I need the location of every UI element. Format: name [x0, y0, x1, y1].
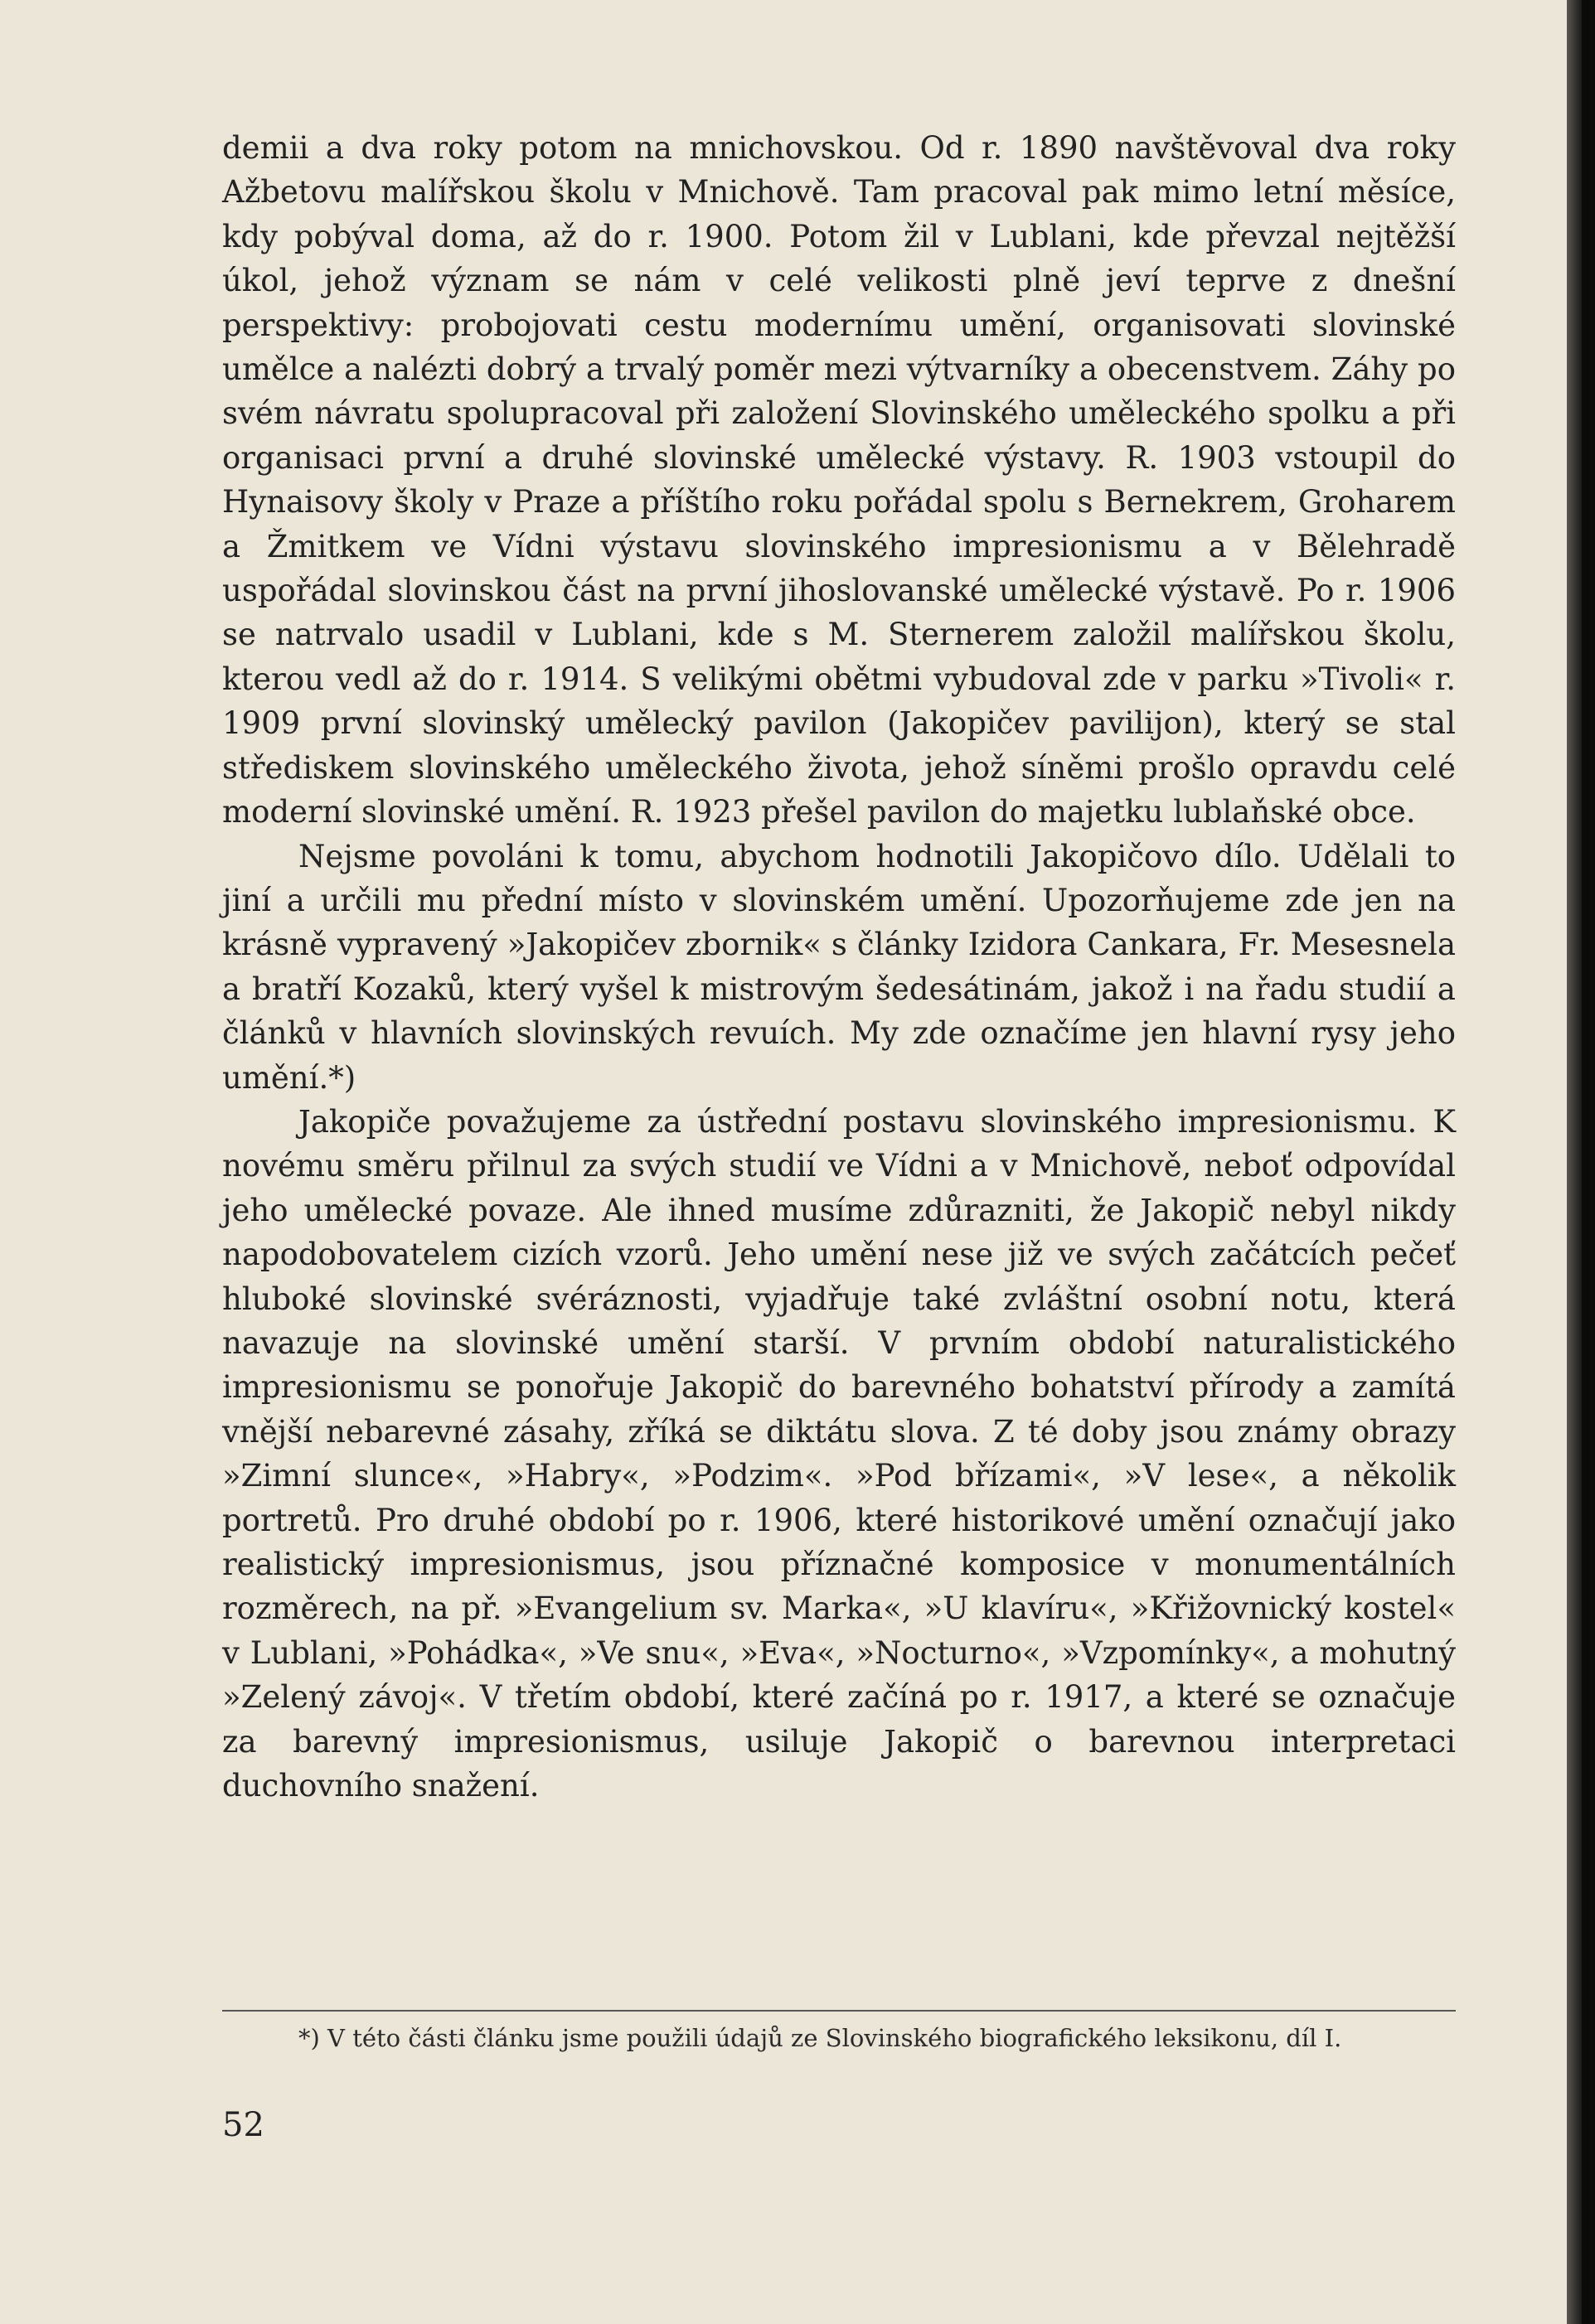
- paragraph-1: demii a dva roky potom na mnichovskou. Od r. 1890 navštěvoval dva roky Ažbetovu malířskou školu v Mnichově. Tam pracoval pak mimo letní měsíce, kdy pobýval doma, až do r. 1900. Potom žil v Lublani, kde převzal nejtěžší úkol, jehož význam se nám v celé velikosti plně jeví teprve z dnešní perspektivy: probojovati cestu modernímu umění, organisovati slovinské umělce a nalézti dobrý a trvalý poměr mezi výtvarníky a obecenstvem. Záhy po svém návratu spolupracoval při založení Slovinského uměleckého spolku a při organisaci první a druhé slovinské umělecké výstavy. R. 1903 vstoupil do Hynaisovy školy v Praze a příštího roku pořádal spolu s Bernekrem, Groharem a Žmitkem ve Vídni výstavu slovinského impresionismu a v Bělehradě uspořádal slovinskou část na první jihoslovanské umělecké výstavě. Po r. 1906 se natrvalo usadil v Lublani, kde s M. Sternerem založil malířskou školu, kterou vedl až do r. 1914. S velikými obětmi vybudoval zde v parku »Tivoli« r. 1909 první slovinský umělecký pavilon (Jakopičev pavilijon), který se stal střediskem slovinského uměleckého života, jehož síněmi prošlo opravdu celé moderní slovinské umění. R. 1923 přešel pavilon do majetku lublaňské obce.: [222, 130, 1456, 830]
- footnote-divider: [222, 2010, 1456, 2012]
- page-spine-shadow: [1567, 0, 1595, 2324]
- page-spine-edge: [1582, 0, 1590, 2324]
- footnote: *) V této části článku jsme použili údajů ze Slovinského biografického leksikonu, díl I.: [298, 2024, 1342, 2052]
- body-text: [222, 126, 1456, 1808]
- paragraph-3: Jakopiče považujeme za ústřední postavu slovinského impresionismu. K novému směru přilnul za svých studií ve Vídni a v Mnichově, neboť odpovídal jeho umělecké povaze. Ale ihned musíme zdůrazniti, že Jakopič nebyl nikdy napodobovatelem cizích vzorů. Jeho umění nese již ve svých začátcích pečeť hluboké slovinské svéráznosti, vyjadřuje také zvláštní osobní notu, která navazuje na slovinské umění starší. V prvním období naturalistického impresionismu se ponořuje Jakopič do barevného bohatství přírody a zamítá vnější nebarevné zásahy, zříká se diktátu slova. Z té doby jsou známy obrazy »Zimní slunce«, »Habry«, »Podzim«. »Pod břízami«, »V lese«, a několik portretů. Pro druhé období po r. 1906, které historikové umění označují jako realistický impresionismus, jsou příznačné komposice v monumentálních rozměrech, na př. »Evangelium sv. Marka«, »U klavíru«, »Křižovnický kostel« v Lublani, »Pohádka«, »Ve snu«, »Eva«, »Nocturno«, »Vzpomínky«, a mohutný »Zelený závoj«. V třetím období, které začíná po r. 1917, a které se označuje za barevný impresionismus, usiluje Jakopič o barevnou interpretaci duchovního snažení.: [222, 1103, 1456, 1804]
- paragraph-2: Nejsme povoláni k tomu, abychom hodnotili Jakopičovo dílo. Udělali to jiní a určili mu přední místo v slovinském umění. Upozorňujeme zde jen na krásně vypravený »Jakopičev zbornik« s články Izidora Cankara, Fr. Mesesnela a bratří Kozaků, který vyšel k mistrovým šedesátinám, jakož i na řadu studií a článků v hlavních slovinských revuích. My zde označíme jen hlavní rysy jeho umění.*): [222, 838, 1456, 1096]
- page-number: 52: [222, 2106, 264, 2144]
